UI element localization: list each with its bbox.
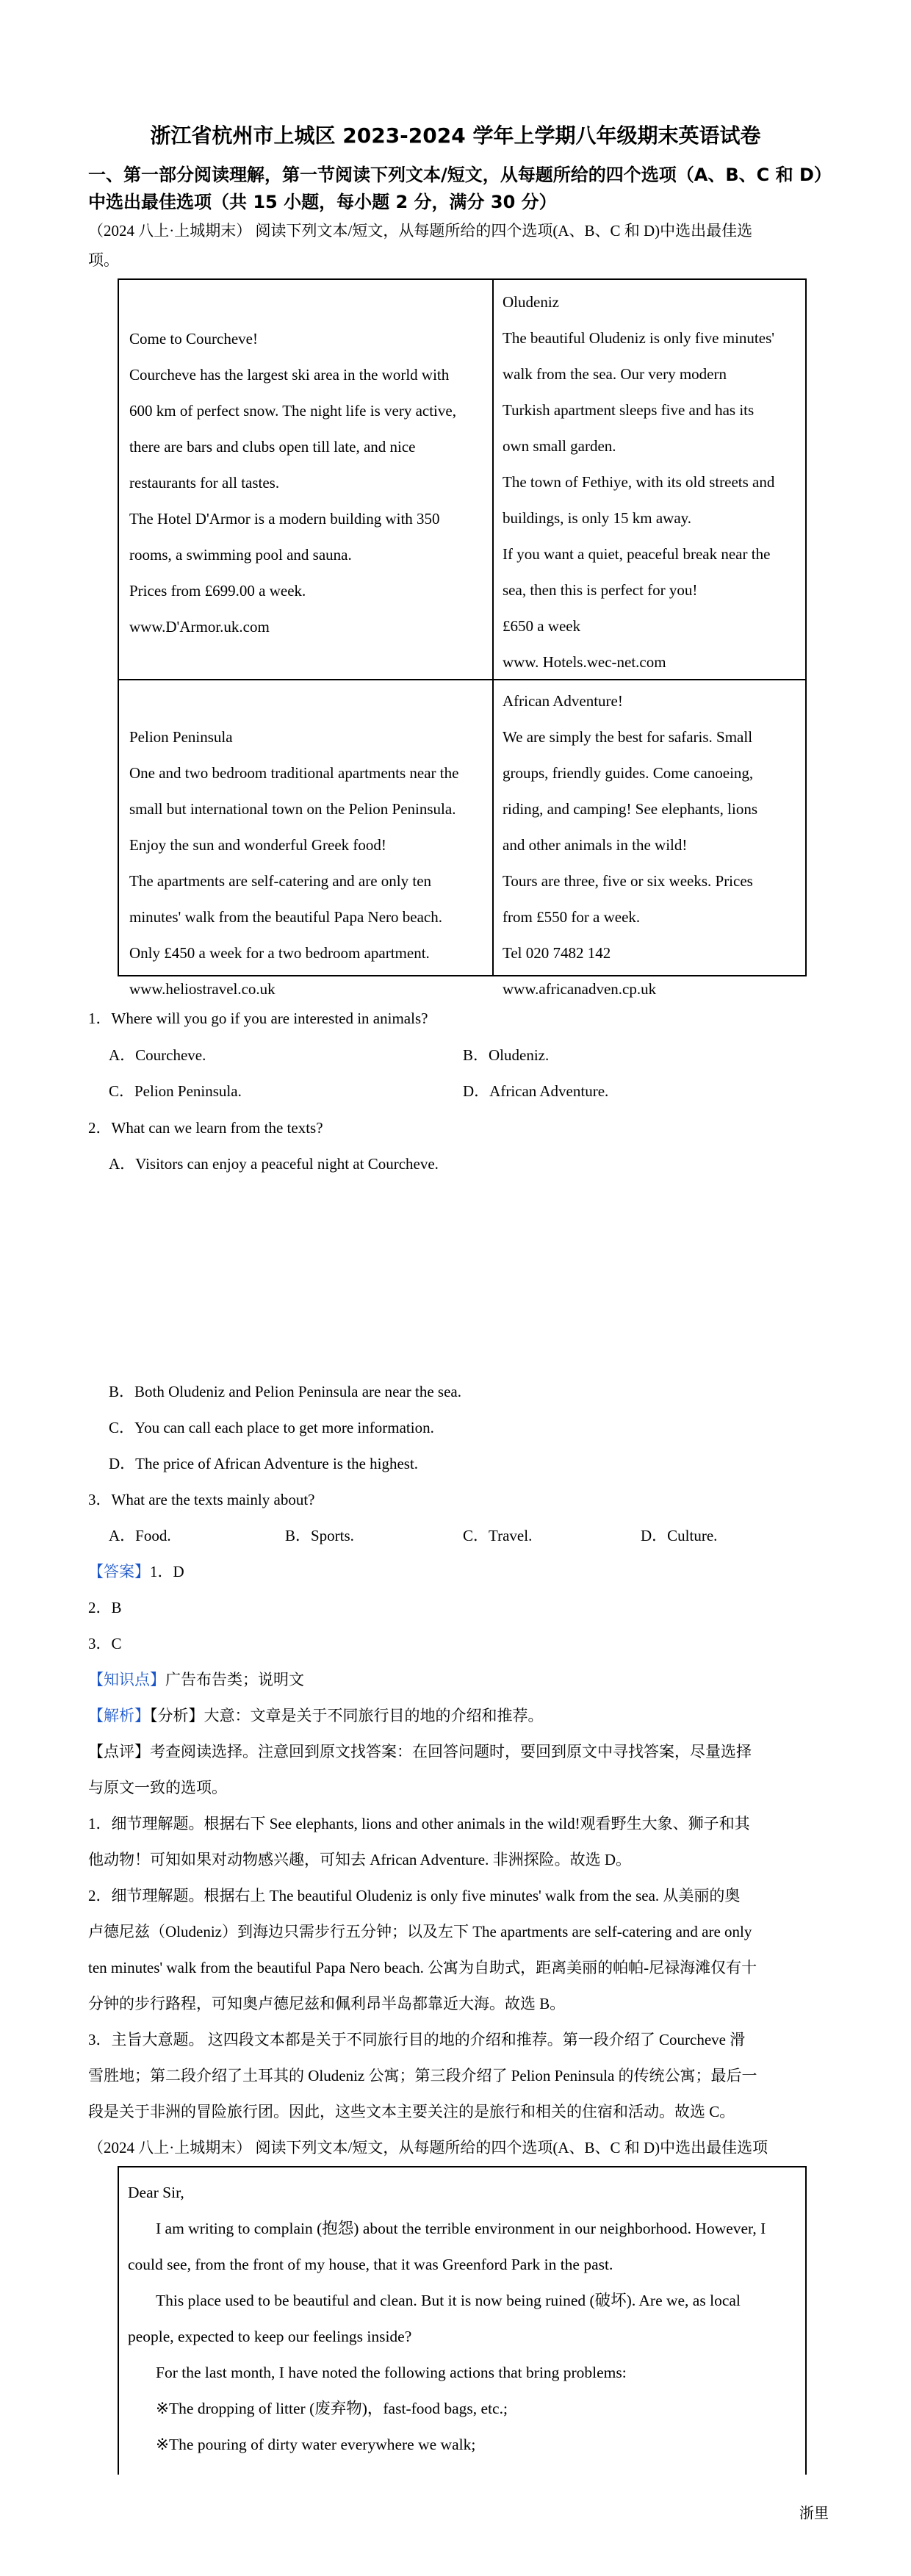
q3-option-b[interactable]: B．Sports. bbox=[285, 1527, 354, 1544]
explanation-2-line3: ten minutes' walk from the beautiful Papa Nero beach. 公寓为自助式，距离美丽的帕帕-尼禄海滩仅有十 bbox=[88, 1959, 757, 1976]
letter-salutation: Dear Sir, bbox=[128, 2184, 184, 2201]
q3-option-c[interactable]: C．Travel. bbox=[463, 1527, 533, 1544]
cell-line: The beautiful Oludeniz is only five minutes' bbox=[503, 329, 775, 347]
question-3-stem: 3．What are the texts mainly about? bbox=[88, 1491, 315, 1508]
explanation-1-line1: 1．细节理解题。根据右下 See elephants, lions and other animals in the wild!观看野生大象、狮子和其 bbox=[88, 1815, 750, 1832]
cell-line: and other animals in the wild! bbox=[503, 836, 688, 854]
explanation-1-line2: 他动物！可知如果对动物感兴趣，可知去 African Adventure. 非洲探险。故选 D。 bbox=[88, 1851, 632, 1868]
page-title: 浙江省杭州市上城区 2023-2024 学年上学期八年级期末英语试卷 bbox=[150, 123, 761, 148]
explanation-2-line4: 分钟的步行路程，可知奥卢德尼兹和佩利昂半岛都靠近大海。故选 B。 bbox=[88, 1995, 566, 2012]
explanation-2-line2: 卢德尼兹（Oludeniz）到海边只需步行五分钟；以及左下 The apartments are self-catering and are only bbox=[88, 1923, 752, 1940]
footer-mark: 浙里 bbox=[799, 2505, 829, 2522]
cell-line: The Hotel D'Armor is a modern building with 350 bbox=[129, 510, 440, 528]
cell-line: Pelion Peninsula bbox=[129, 728, 233, 746]
cell-line: The apartments are self-catering and are only ten bbox=[129, 872, 432, 890]
cell-line: Only £450 a week for a two bedroom apartment. bbox=[129, 944, 430, 962]
cell-line: from £550 for a week. bbox=[503, 908, 641, 926]
cell-line: walk from the sea. Our very modern bbox=[503, 365, 727, 383]
cell-line: own small garden. bbox=[503, 437, 616, 455]
cell-line: sea, then this is perfect for you! bbox=[503, 581, 698, 599]
cell-line: If you want a quiet, peaceful break near the bbox=[503, 545, 771, 563]
question-1-stem: 1．Where will you go if you are interested in animals? bbox=[88, 1010, 428, 1027]
q1-option-c[interactable]: C．Pelion Peninsula. bbox=[109, 1082, 242, 1100]
cell-line: www.heliostravel.co.uk bbox=[129, 980, 276, 998]
q3-option-a[interactable]: A．Food. bbox=[109, 1527, 171, 1544]
q2-option-c[interactable]: C．You can call each place to get more information. bbox=[109, 1419, 434, 1436]
letter-p1-line1: I am writing to complain (抱怨) about the terrible environment in our neighborhood. However, I bbox=[156, 2220, 766, 2237]
answer-3: 3．C bbox=[88, 1635, 122, 1652]
cell-line: We are simply the best for safaris. Small bbox=[503, 728, 753, 746]
letter-bullet-2: ※The pouring of dirty water everywhere we walk; bbox=[156, 2436, 476, 2453]
letter-p3: For the last month, I have noted the following actions that bring problems: bbox=[156, 2364, 627, 2381]
q1-option-d[interactable]: D．African Adventure. bbox=[463, 1082, 609, 1100]
analysis-tag: 【解析】 bbox=[88, 1707, 150, 1724]
cell-line: £650 a week bbox=[503, 617, 581, 635]
table-divider-vertical bbox=[492, 280, 494, 975]
cell-line: minutes' walk from the beautiful Papa Nero beach. bbox=[129, 908, 442, 926]
explanation-2-line1: 2．细节理解题。根据右上 The beautiful Oludeniz is only five minutes' walk from the sea. 从美丽的奥 bbox=[88, 1887, 741, 1904]
cell-line: Enjoy the sun and wonderful Greek food! bbox=[129, 836, 386, 854]
review-line2: 与原文一致的选项。 bbox=[88, 1779, 227, 1796]
q1-option-b[interactable]: B．Oludeniz. bbox=[463, 1046, 550, 1064]
knowledge-point-text: 广告布告类；说明文 bbox=[165, 1671, 304, 1688]
section-heading-line2: 中选出最佳选项（共 15 小题，每小题 2 分，满分 30 分） bbox=[88, 192, 557, 212]
explanation-3-line2: 雪胜地；第二段介绍了土耳其的 Oludeniz 公寓；第三段介绍了 Pelion Peninsula 的传统公寓；最后一 bbox=[88, 2067, 757, 2084]
section-heading-line1: 一、第一部分阅读理解，第一节阅读下列文本/短文，从每题所给的四个选项（A、B、C 和 D） bbox=[88, 165, 832, 185]
letter-p2-line1: This place used to be beautiful and clean. But it is now being ruined (破坏). Are we, as local bbox=[156, 2292, 741, 2309]
cell-line: rooms, a swimming pool and sauna. bbox=[129, 546, 352, 564]
letter-bullet-1: ※The dropping of litter (废弃物)，fast-food bags, etc.; bbox=[156, 2400, 508, 2417]
cell-line: Tel 020 7482 142 bbox=[503, 944, 611, 962]
cell-line: www. Hotels.wec-net.com bbox=[503, 653, 666, 671]
q1-option-a[interactable]: A．Courcheve. bbox=[109, 1046, 206, 1064]
answer-2: 2．B bbox=[88, 1599, 122, 1616]
explanation-3-line1: 3．主旨大意题。 这四段文本都是关于不同旅行目的地的介绍和推荐。第一段介绍了 Courcheve 滑 bbox=[88, 2031, 746, 2048]
q2-option-b[interactable]: B．Both Oludeniz and Pelion Peninsula are near the sea. bbox=[109, 1383, 461, 1400]
letter-p1-line2: could see, from the front of my house, that it was Greenford Park in the past. bbox=[128, 2256, 613, 2273]
passage-2-intro: （2024 八上·上城期末） 阅读下列文本/短文，从每题所给的四个选项(A、B、C 和 D)中选出最佳选项 bbox=[88, 2139, 768, 2156]
question-2-stem: 2．What can we learn from the texts? bbox=[88, 1119, 323, 1137]
q3-option-d[interactable]: D．Culture. bbox=[641, 1527, 718, 1544]
knowledge-point bbox=[88, 1668, 304, 1690]
cell-line: Tours are three, five or six weeks. Prices bbox=[503, 872, 753, 890]
cell-line: Courcheve has the largest ski area in the world with bbox=[129, 366, 450, 384]
letter-body bbox=[128, 2175, 798, 2463]
passage-intro-line2: 项。 bbox=[88, 251, 119, 269]
knowledge-point-tag: 【知识点】 bbox=[88, 1671, 165, 1688]
cell-line: African Adventure! bbox=[503, 692, 623, 710]
cell-line: Turkish apartment sleeps five and has its bbox=[503, 401, 755, 419]
cell-courcheve bbox=[129, 321, 456, 645]
letter-p2-line2: people, expected to keep our feelings inside? bbox=[128, 2328, 412, 2345]
review-line1: 【点评】考查阅读选择。注意回到原文找答案：在回答问题时，要回到原文中寻找答案，尽量选择 bbox=[88, 1743, 752, 1760]
q2-option-a[interactable]: A．Visitors can enjoy a peaceful night at Courcheve. bbox=[109, 1155, 439, 1173]
passage-intro-line1: （2024 八上·上城期末） 阅读下列文本/短文，从每题所给的四个选项(A、B、C 和 D)中选出最佳选 bbox=[88, 222, 753, 240]
cell-african-adventure bbox=[503, 683, 757, 1007]
cell-line: buildings, is only 15 km away. bbox=[503, 509, 692, 527]
answer-1: 1．D bbox=[150, 1563, 184, 1580]
cell-line: there are bars and clubs open till late, and nice bbox=[129, 438, 416, 456]
cell-line: Come to Courcheve! bbox=[129, 330, 258, 348]
q2-option-d[interactable]: D．The price of African Adventure is the highest. bbox=[109, 1455, 419, 1472]
answer-tag: 【答案】 bbox=[88, 1563, 150, 1580]
explanation-3-line3: 段是关于非洲的冒险旅行团。因此，这些文本主要关注的是旅行和相关的住宿和活动。故选 C。 bbox=[88, 2103, 735, 2120]
cell-line: www.D'Armor.uk.com bbox=[129, 618, 270, 636]
cell-line: small but international town on the Pelion Peninsula. bbox=[129, 800, 456, 818]
cell-line: restaurants for all tastes. bbox=[129, 474, 280, 492]
cell-oludeniz bbox=[503, 284, 774, 680]
cell-line: riding, and camping! See elephants, lions bbox=[503, 800, 758, 818]
letter-box bbox=[118, 2166, 807, 2475]
cell-line: The town of Fethiye, with its old streets and bbox=[503, 473, 775, 491]
cell-line: www.africanadven.cp.uk bbox=[503, 980, 657, 998]
cell-line: Prices from £699.00 a week. bbox=[129, 582, 306, 600]
answer-line-1 bbox=[88, 1560, 184, 1582]
cell-line: 600 km of perfect snow. The night life is very active, bbox=[129, 402, 456, 420]
cell-line: Oludeniz bbox=[503, 293, 559, 311]
cell-pelion bbox=[129, 719, 458, 1007]
ads-table bbox=[118, 278, 807, 998]
cell-line: groups, friendly guides. Come canoeing, bbox=[503, 764, 754, 782]
analysis-text: 【分析】大意：文章是关于不同旅行目的地的介绍和推荐。 bbox=[150, 1707, 544, 1724]
cell-line: One and two bedroom traditional apartments near the bbox=[129, 764, 459, 782]
analysis bbox=[88, 1704, 544, 1726]
